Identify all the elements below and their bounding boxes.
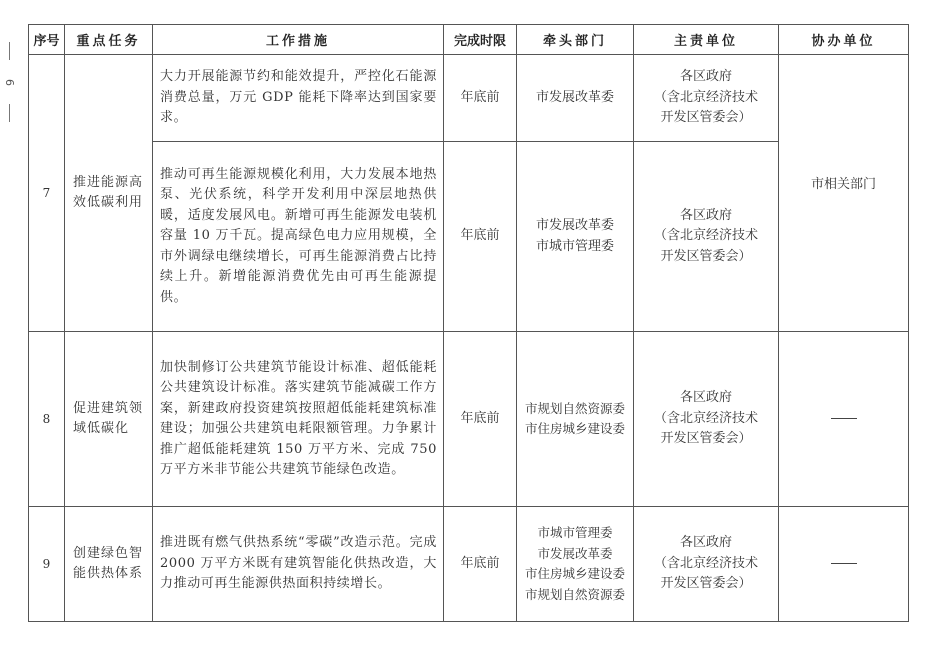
table-row	[29, 142, 909, 332]
responsible-line: 开发区管委会）	[660, 248, 752, 264]
row-lead	[517, 332, 634, 507]
task-table	[28, 24, 909, 622]
table-row	[29, 55, 909, 142]
row-lead	[517, 142, 634, 332]
row-deadline: 年底前	[444, 332, 517, 507]
responsible-line: （含北京经济技术	[653, 89, 758, 105]
row-task: 推进能源高效低碳利用	[65, 55, 153, 332]
lead-dept: 市规划自然资源委	[524, 586, 625, 602]
lead-dept: 市规划自然资源委	[524, 400, 625, 416]
responsible-line: 开发区管委会）	[660, 110, 752, 126]
divider	[9, 104, 10, 122]
row-measures: 加快制修订公共建筑节能设计标准、超低能耗公共建筑设计标准。落实建筑节能减碳工作方案，新建政府投资建筑按照超低能耗建筑标准建设；加强公共建筑电耗限额管理。力争累计推广超低能耗建筑 150 万平方米、完成 750 万平方米非节能公共建筑节能绿色改造。	[153, 332, 444, 507]
responsible-line: 各区政府	[679, 535, 732, 551]
row-deadline: 年底前	[444, 142, 517, 332]
responsible-line: 各区政府	[679, 390, 732, 406]
responsible-line: 各区政府	[679, 69, 732, 85]
row-assisting	[779, 507, 909, 622]
lead-dept: 市住房城乡建设委	[524, 566, 625, 581]
header-task: 重点任务	[65, 25, 153, 55]
table-row	[29, 507, 909, 622]
table-row	[29, 332, 909, 507]
row-responsible	[634, 332, 779, 507]
header-deadline: 完成时限	[444, 25, 517, 55]
responsible-line: 开发区管委会）	[660, 431, 752, 447]
row-seq: 8	[29, 332, 65, 507]
row-deadline: 年底前	[444, 507, 517, 622]
lead-dept: 市发展改革委	[537, 545, 613, 561]
row-seq: 9	[29, 507, 65, 622]
responsible-line: （含北京经济技术	[653, 228, 758, 244]
row-assisting	[779, 332, 909, 507]
row-lead	[517, 55, 634, 142]
header-measures: 工作措施	[153, 25, 444, 55]
row-task: 促进建筑领域低碳化	[65, 332, 153, 507]
page-number: 6	[2, 78, 16, 86]
row-measures: 大力开展能源节约和能效提升，严控化石能源消费总量，万元 GDP 能耗下降率达到国家要求。	[153, 55, 444, 142]
row-task: 创建绿色智能供热体系	[65, 507, 153, 622]
lead-dept: 市发展改革委	[535, 218, 614, 233]
header-assisting: 协办单位	[779, 25, 909, 55]
responsible-line: 开发区管委会）	[660, 576, 752, 592]
row-assisting	[779, 55, 909, 332]
empty-dash	[831, 418, 857, 419]
responsible-line: （含北京经济技术	[653, 410, 758, 426]
row-responsible	[634, 507, 779, 622]
lead-dept: 市城市管理委	[537, 525, 613, 540]
divider	[9, 42, 10, 60]
row-seq: 7	[29, 55, 65, 332]
responsible-line: 各区政府	[679, 207, 732, 223]
empty-dash	[831, 563, 857, 564]
row-measures: 推进既有燃气供热系统“零碳”改造示范。完成 2000 万平方米既有建筑智能化供热改造，大力推动可再生能源供热面积持续增长。	[153, 507, 444, 622]
lead-dept: 市城市管理委	[535, 238, 614, 254]
row-lead	[517, 507, 634, 622]
page-number-margin	[2, 42, 16, 122]
table-header-row	[29, 25, 909, 55]
lead-dept: 市发展改革委	[535, 89, 614, 105]
header-seq: 序号	[29, 25, 65, 55]
header-responsible: 主责单位	[634, 25, 779, 55]
row-deadline: 年底前	[444, 55, 517, 142]
assisting-unit: 市相关部门	[810, 177, 876, 192]
header-lead: 牵头部门	[517, 25, 634, 55]
row-measures: 推动可再生能源规模化利用，大力发展本地热泵、光伏系统，科学开发利用中深层地热供暖，适度发展风电。新增可再生能源发电装机容量 10 万千瓦。提高绿色电力应用规模，全市外调绿电继续增长，可再生能源消费占比持续上升。新增能源消费优先由可再生能源提供。	[153, 142, 444, 332]
row-responsible	[634, 55, 779, 142]
row-responsible	[634, 142, 779, 332]
responsible-line: （含北京经济技术	[653, 555, 758, 571]
lead-dept: 市住房城乡建设委	[524, 421, 625, 436]
